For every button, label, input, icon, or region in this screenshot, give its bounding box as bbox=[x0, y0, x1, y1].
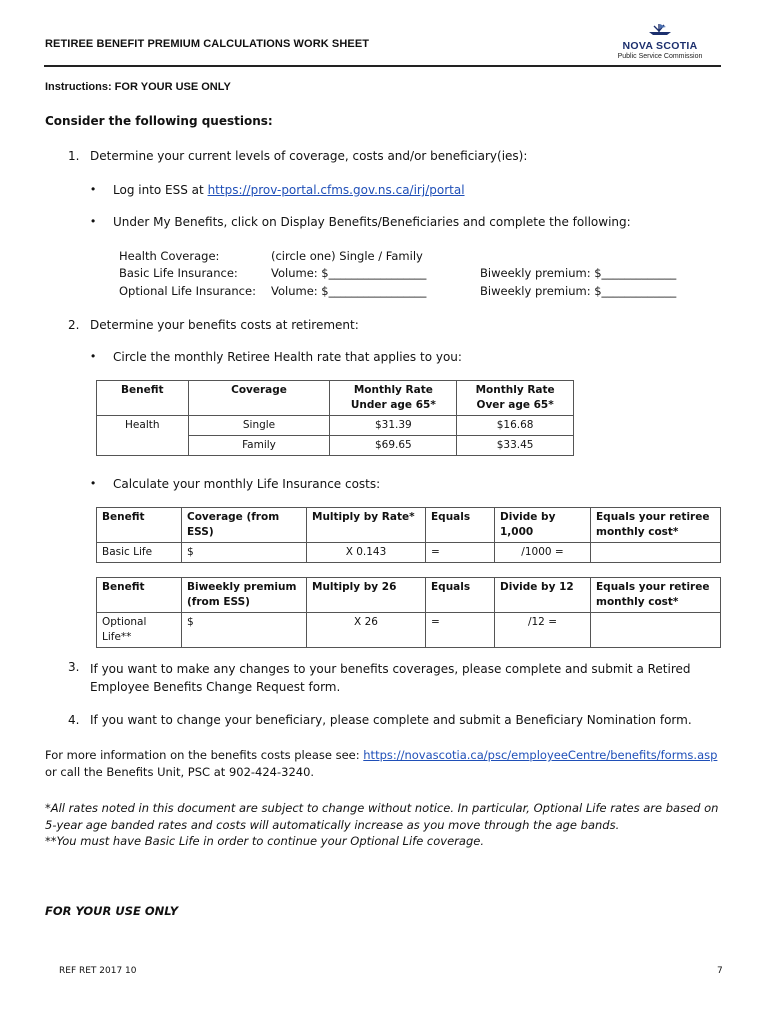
more-info-prefix: For more information on the benefits costs please see: bbox=[45, 748, 364, 762]
optional-life-cell: Optional Life** bbox=[97, 613, 182, 648]
health-rate-table bbox=[96, 380, 574, 456]
health-table-header: Benefit bbox=[97, 381, 189, 416]
ess-portal-link[interactable]: https://prov-portal.cfms.gov.ns.ca/irj/portal bbox=[207, 183, 465, 197]
header-divider bbox=[44, 65, 721, 67]
logo-subtitle: Public Service Commission bbox=[617, 53, 703, 60]
optional-life-volume: Volume: $_________________ bbox=[271, 284, 427, 298]
q1-number: 1. bbox=[68, 149, 80, 163]
basic-life-cell: Basic Life bbox=[97, 543, 182, 563]
optional-divide-cell[interactable]: /12 = bbox=[495, 613, 591, 648]
optional-life-label: Optional Life Insurance: bbox=[119, 284, 256, 298]
more-info-suffix: or call the Benefits Unit, PSC at 902-424-3240. bbox=[45, 765, 315, 779]
nova-scotia-logo bbox=[600, 22, 720, 58]
basic-monthly-cost-input[interactable] bbox=[591, 543, 721, 563]
family-over-65-rate[interactable]: $33.45 bbox=[457, 436, 574, 456]
consider-heading: Consider the following questions: bbox=[45, 114, 273, 128]
basic-life-volume: Volume: $_________________ bbox=[271, 266, 427, 280]
optional-table-header: Divide by 12 bbox=[495, 578, 591, 613]
q1-bullet-benefits: Under My Benefits, click on Display Benefits/Beneficiaries and complete the following: bbox=[113, 215, 631, 229]
basic-table-header: Benefit bbox=[97, 508, 182, 543]
q1-bullet-ess bbox=[113, 183, 465, 197]
health-coverage-value: (circle one) Single / Family bbox=[271, 249, 423, 263]
single-coverage-cell: Single bbox=[188, 416, 330, 436]
bullet-icon: • bbox=[91, 349, 96, 363]
optional-monthly-cost-input[interactable] bbox=[591, 613, 721, 648]
bullet-icon: • bbox=[91, 476, 96, 490]
document-title: RETIREE BENEFIT PREMIUM CALCULATIONS WORK SHEET bbox=[45, 38, 370, 50]
optional-premium-input[interactable]: $ bbox=[182, 613, 307, 648]
optional-table-header: Biweekly premium (from ESS) bbox=[182, 578, 307, 613]
footer-use-only: FOR YOUR USE ONLY bbox=[45, 904, 179, 918]
single-over-65-rate[interactable]: $16.68 bbox=[457, 416, 574, 436]
optional-table-header: Multiply by 26 bbox=[307, 578, 426, 613]
health-coverage-label: Health Coverage: bbox=[119, 249, 220, 263]
q1-bullet-ess-prefix: Log into ESS at bbox=[113, 183, 208, 197]
family-under-65-rate[interactable]: $69.65 bbox=[330, 436, 457, 456]
basic-table-header: Coverage (from ESS) bbox=[182, 508, 307, 543]
basic-life-label: Basic Life Insurance: bbox=[119, 266, 238, 280]
health-table-header: Monthly Rate Over age 65* bbox=[457, 381, 574, 416]
basic-rate-cell: X 0.143 bbox=[307, 543, 426, 563]
q1-text: Determine your current levels of coverage, costs and/or beneficiary(ies): bbox=[90, 149, 528, 163]
single-under-65-rate[interactable]: $31.39 bbox=[330, 416, 457, 436]
instructions-heading: Instructions: FOR YOUR USE ONLY bbox=[45, 81, 231, 93]
rates-note: *All rates noted in this document are subject to change without notice. In particular, Optional Life rates are based on 5-year age banded rates and costs will automatically increase as you move through the age bands. bbox=[45, 801, 719, 832]
basic-table-header: Divide by 1,000 bbox=[495, 508, 591, 543]
q2-bullet-health: Circle the monthly Retiree Health rate that applies to you: bbox=[113, 350, 462, 364]
more-info-paragraph bbox=[45, 747, 725, 781]
optional-life-note: **You must have Basic Life in order to continue your Optional Life coverage. bbox=[45, 834, 484, 848]
benefits-forms-link[interactable]: https://novascotia.ca/psc/employeeCentre/benefits/forms.asp bbox=[363, 748, 718, 762]
health-table-header: Monthly Rate Under age 65* bbox=[330, 381, 457, 416]
q4-text: If you want to change your beneficiary, please complete and submit a Beneficiary Nomination form. bbox=[90, 713, 692, 727]
bullet-icon: • bbox=[91, 182, 96, 196]
basic-life-table bbox=[96, 507, 721, 563]
q2-number: 2. bbox=[68, 318, 80, 332]
basic-table-header: Multiply by Rate* bbox=[307, 508, 426, 543]
health-benefit-cell: Health bbox=[97, 416, 189, 456]
optional-multiply-cell: X 26 bbox=[307, 613, 426, 648]
q3-text: If you want to make any changes to your benefits coverages, please complete and submit a Retired Employee Benefits Change Request form. bbox=[90, 662, 691, 694]
optional-table-header: Benefit bbox=[97, 578, 182, 613]
q2-text: Determine your benefits costs at retirement: bbox=[90, 318, 359, 332]
basic-divide-cell[interactable]: /1000 = bbox=[495, 543, 591, 563]
family-coverage-cell: Family bbox=[188, 436, 330, 456]
q3-number: 3. bbox=[68, 660, 80, 674]
q4-number: 4. bbox=[68, 713, 80, 727]
health-table-header: Coverage bbox=[188, 381, 330, 416]
optional-life-premium: Biweekly premium: $_____________ bbox=[480, 284, 677, 298]
footer-reference: REF RET 2017 10 bbox=[59, 966, 137, 976]
optional-life-table bbox=[96, 577, 721, 648]
logo-name: NOVA SCOTIA bbox=[622, 40, 698, 52]
basic-coverage-input[interactable]: $ bbox=[182, 543, 307, 563]
basic-table-header: Equals your retiree monthly cost* bbox=[591, 508, 721, 543]
basic-equals-input[interactable]: = bbox=[426, 543, 495, 563]
optional-table-header: Equals bbox=[426, 578, 495, 613]
ship-emblem-icon bbox=[645, 23, 675, 35]
optional-table-header: Equals your retiree monthly cost* bbox=[591, 578, 721, 613]
basic-table-header: Equals bbox=[426, 508, 495, 543]
q2-bullet-life: Calculate your monthly Life Insurance costs: bbox=[113, 477, 381, 491]
page-number: 7 bbox=[717, 966, 723, 976]
basic-life-premium: Biweekly premium: $_____________ bbox=[480, 266, 677, 280]
optional-equals-input[interactable]: = bbox=[426, 613, 495, 648]
bullet-icon: • bbox=[91, 214, 96, 228]
